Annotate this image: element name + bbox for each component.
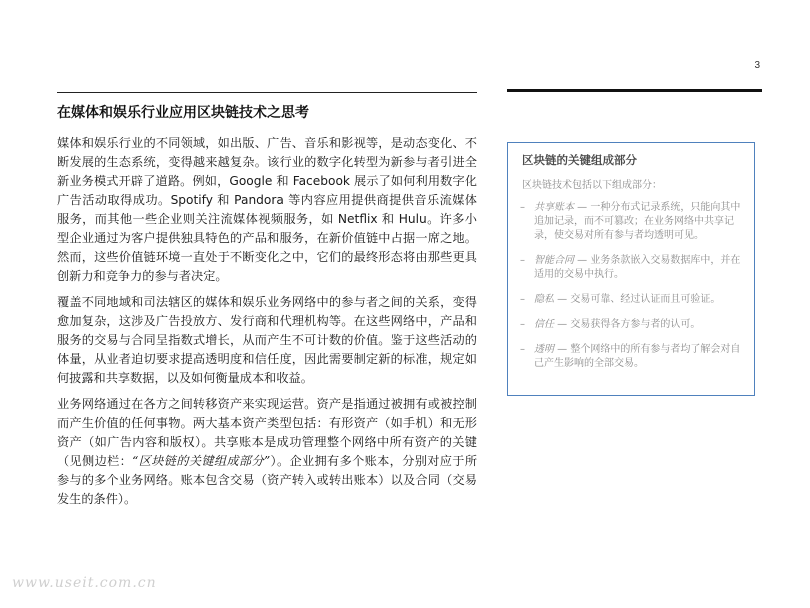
sidebar-term: 智能合同 <box>534 255 574 266</box>
paragraph-2: 覆盖不同地域和司法辖区的媒体和娱乐业务网络中的参与者之间的关系，变得愈加复杂，这涉及广告投放方、发行商和代理机构等。在这些网络中，产品和服务的交易与合同呈指数式增长，从而产生不可计数的价值。鉴于这些活动的体量，从业者迫切要求提高透明度和信任度，因此需要制定新的标准，规定如何披露和共享数据，以及如何衡量成本和收益。 <box>57 295 477 385</box>
sidebar-intro: 区块链技术包括以下组成部分： <box>522 180 662 191</box>
sidebar-box <box>507 142 755 396</box>
sidebar-title: 区块链的关键组成部分 <box>522 153 637 167</box>
watermark: www.useit.com.cn <box>12 575 157 591</box>
paragraph-1: 媒体和娱乐行业的不同领域，如出版、广告、音乐和影视等，是动态变化、不断发展的生态系统，变得越来越复杂。该行业的数字化转型为新参与者引进全新业务模式开辟了道路。例如，Google 和 Facebook 展示了如何利用数字化广告活动取得成功。Spotify 和 Pandora 等内容应用提供商提供音乐流媒体服务，而其他一些企业则关注流媒体视频服务，如 Netflix 和 Hulu。许多小型企业通过为客户提供独具特色的产品和服务，在新价值链中占据一席之地。然而，这些价值链环境一直处于不断变化之中，它们的最终形态将由那些更具创新力和竞争力的参与者决定。 <box>57 136 477 283</box>
sidebar-term: 信任 <box>534 319 554 330</box>
paragraph-3 <box>57 395 477 509</box>
sidebar-item-privacy: – 隐私 — 交易可靠、经过认证而且可验证。 <box>520 294 721 305</box>
sidebar-term: 共享账本 <box>534 202 574 213</box>
sidebar-top-rule <box>507 89 762 92</box>
sidebar-desc: — 交易获得各方参与者的认可。 <box>554 319 701 330</box>
section-title: 在媒体和娱乐行业应用区块链技术之思考 <box>57 105 309 121</box>
sidebar-item-transparency: – 透明 — 整个网络中的所有参与者均了解会对自己产生影响的全部交易。 <box>520 344 741 369</box>
sidebar-item-smart-contract: – 智能合同 — 业务条款嵌入交易数据库中，并在适用的交易中执行。 <box>520 255 741 280</box>
page-number: 3 <box>754 60 760 71</box>
sidebar-item-trust: – 信任 — 交易获得各方参与者的认可。 <box>520 319 701 330</box>
sidebar-desc: — 业务条款嵌入交易数据库中，并在适用的交易中执行。 <box>534 255 741 280</box>
paragraph-3-part1: 业务网络通过在各方之间转移资产来实现运营。资产是指通过被拥有或被控制而产生价值的任何事物。两大基本资产类型包括：有形资产（如手机）和无形资产（如广告内容和版权）。共享账本是成功管理整个网络中所有资产的关键（见侧边栏： <box>57 397 477 468</box>
sidebar-item-shared-ledger: – 共享账本 — 一种分布式记录系统，只能向其中追加记录，而不可篡改；在业务网络中共享记录，使交易对所有参与者均透明可见。 <box>520 202 741 241</box>
sidebar-term: 隐私 <box>534 294 554 305</box>
sidebar-reference: “区块链的关键组成部分” <box>132 454 271 468</box>
sidebar-desc: — 交易可靠、经过认证而且可验证。 <box>554 294 721 305</box>
sidebar-desc: — 一种分布式记录系统，只能向其中追加记录，而不可篡改；在业务网络中共享记录，使交易对所有参与者均透明可见。 <box>534 202 741 241</box>
title-rule <box>57 92 477 93</box>
sidebar-desc: — 整个网络中的所有参与者均了解会对自己产生影响的全部交易。 <box>534 344 741 369</box>
paragraph-3-part2: ）。企业拥有多个账本，分别对应于所参与的多个业务网络。账本包含交易（资产转入或转出账本）以及合同（交易发生的条件）。 <box>57 454 478 506</box>
sidebar-list <box>520 201 742 371</box>
main-body <box>57 134 477 516</box>
sidebar-term: 透明 <box>534 344 554 355</box>
